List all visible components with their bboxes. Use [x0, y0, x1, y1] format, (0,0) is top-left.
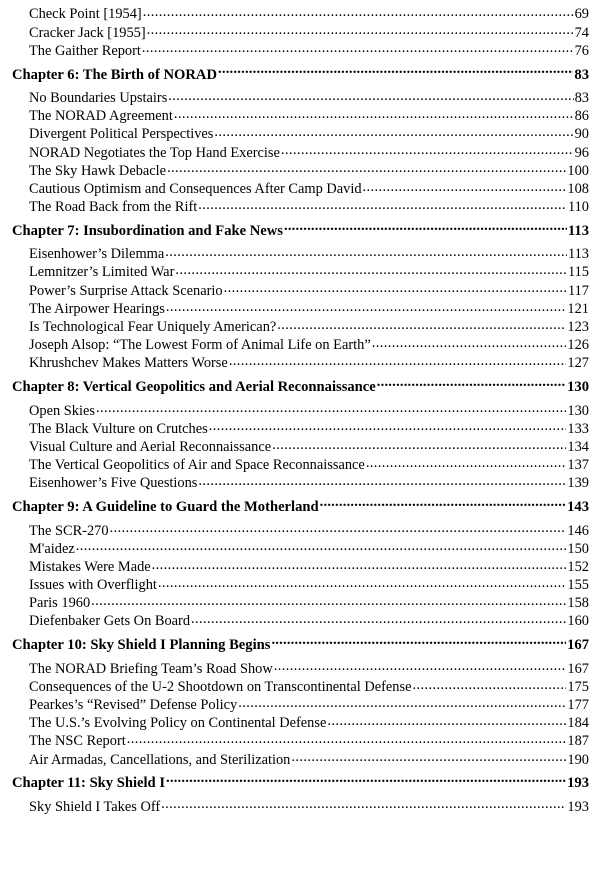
- dot-leader: [127, 731, 567, 745]
- chapter-group: [12, 633, 589, 767]
- toc-entry[interactable]: [12, 262, 589, 280]
- toc-entry-page: 190: [567, 751, 589, 768]
- dot-leader: [142, 40, 574, 54]
- dot-leader: [271, 635, 566, 650]
- toc-entry[interactable]: [12, 676, 589, 694]
- dot-leader: [214, 124, 573, 138]
- toc-entry[interactable]: [12, 179, 589, 197]
- toc-entry-page: 150: [567, 540, 589, 557]
- dot-leader: [366, 455, 567, 469]
- toc-entry[interactable]: [12, 40, 589, 58]
- chapter-title: Chapter 9: A Guideline to Guard the Motherland: [12, 499, 319, 516]
- toc-entry-title: No Boundaries Upstairs: [29, 89, 168, 106]
- toc-entry-title: Eisenhower’s Dilemma: [29, 246, 165, 263]
- toc-entry[interactable]: [12, 418, 589, 436]
- toc-entry-page: 126: [567, 337, 589, 354]
- toc-entry[interactable]: [12, 557, 589, 575]
- toc-entry-page: 69: [574, 6, 589, 23]
- toc-entry-page: 167: [567, 660, 589, 677]
- toc-entry[interactable]: [12, 455, 589, 473]
- toc-entry-title: The Sky Hawk Debacle: [29, 162, 167, 179]
- toc-entry-title: Check Point [1954]: [29, 6, 142, 23]
- toc-entry[interactable]: [12, 353, 589, 371]
- toc-entry-page: 158: [567, 595, 589, 612]
- dot-leader: [229, 353, 567, 367]
- toc-entry-title: Cautious Optimism and Consequences After Camp David: [29, 180, 362, 197]
- toc-entry-page: 115: [567, 264, 589, 281]
- toc-entry-page: 146: [567, 522, 589, 539]
- dot-leader: [174, 106, 574, 120]
- toc-entry-title: The NORAD Briefing Team’s Road Show: [29, 660, 273, 677]
- toc-entry-page: 83: [574, 89, 589, 106]
- toc-entry-page: 90: [574, 126, 589, 143]
- dot-leader: [327, 713, 566, 727]
- dot-leader: [167, 160, 566, 174]
- toc-entry-title: The Black Vulture on Crutches: [29, 420, 208, 437]
- toc-entry[interactable]: [12, 317, 589, 335]
- chapter-group: [12, 495, 589, 629]
- toc-entry-page: 175: [567, 678, 589, 695]
- toc-entry[interactable]: [12, 400, 589, 418]
- chapter-page: 167: [567, 637, 589, 654]
- toc-entry-title: NORAD Negotiates the Top Hand Exercise: [29, 144, 280, 161]
- toc-entry-title: The Vertical Geopolitics of Air and Space Reconnaissance: [29, 457, 365, 474]
- toc-entry-title: Air Armadas, Cancellations, and Sterilization: [29, 751, 291, 768]
- toc-entry-title: Open Skies: [29, 402, 95, 419]
- toc-entry-title: Mistakes Were Made: [29, 558, 151, 575]
- chapter-heading[interactable]: [12, 63, 589, 87]
- toc-entry[interactable]: [12, 22, 589, 40]
- dot-leader: [238, 695, 566, 709]
- dot-leader: [198, 473, 566, 487]
- toc-entry[interactable]: [12, 280, 589, 298]
- toc-entry[interactable]: [12, 695, 589, 713]
- toc-entry[interactable]: [12, 593, 589, 611]
- toc-entry-page: 160: [567, 613, 589, 630]
- chapter-page: 143: [567, 499, 589, 516]
- chapter-page: 130: [567, 379, 589, 396]
- toc-entry[interactable]: [12, 437, 589, 455]
- toc-entry-page: 193: [567, 798, 589, 815]
- toc-entry[interactable]: [12, 538, 589, 556]
- toc-entry-title: Paris 1960: [29, 595, 91, 612]
- chapter-heading[interactable]: [12, 375, 589, 399]
- toc-entry-title: The SCR-270: [29, 522, 109, 539]
- toc-entry-title: Lemnitzer’s Limited War: [29, 264, 175, 281]
- toc-entry-title: The NSC Report: [29, 733, 126, 750]
- dot-leader: [363, 179, 567, 193]
- toc-entry[interactable]: [12, 658, 589, 676]
- toc-entry-title: M'aidez: [29, 540, 75, 557]
- toc-entry-page: 110: [567, 199, 589, 216]
- toc-entry-page: 133: [567, 420, 589, 437]
- chapter-page: 83: [574, 66, 589, 83]
- toc-entry-page: 152: [567, 558, 589, 575]
- toc-entry-page: 86: [574, 108, 589, 125]
- chapter-title: Chapter 7: Insubordination and Fake News: [12, 222, 283, 239]
- dot-leader: [224, 280, 567, 294]
- chapter-title: Chapter 8: Vertical Geopolitics and Aerial Reconnaissance: [12, 379, 376, 396]
- dot-leader: [284, 220, 567, 235]
- toc-entry-title: The Gaither Report: [29, 42, 141, 59]
- dot-leader: [96, 400, 566, 414]
- chapter-group: [12, 375, 589, 491]
- chapter-title: Chapter 11: Sky Shield I: [12, 775, 166, 792]
- chapter-group: [12, 219, 589, 371]
- dot-leader: [320, 497, 566, 512]
- toc-entry-page: 139: [567, 475, 589, 492]
- dot-leader: [76, 538, 567, 552]
- toc-entry-page: 121: [567, 300, 589, 317]
- toc-entry[interactable]: [12, 335, 589, 353]
- toc-entry-title: Pearkes’s “Revised” Defense Policy: [29, 697, 238, 714]
- toc-entry-title: Eisenhower’s Five Questions: [29, 475, 198, 492]
- toc-entry-page: 108: [567, 180, 589, 197]
- dot-leader: [91, 593, 566, 607]
- toc-entry[interactable]: [12, 298, 589, 316]
- toc-entry-page: 100: [567, 162, 589, 179]
- toc-entry[interactable]: [12, 244, 589, 262]
- toc-entry[interactable]: [12, 88, 589, 106]
- toc-entry-title: The Airpower Hearings: [29, 300, 165, 317]
- dot-leader: [274, 658, 567, 672]
- dot-leader: [152, 557, 567, 571]
- toc-entry-title: Joseph Alsop: “The Lowest Form of Animal Life on Earth”: [29, 337, 371, 354]
- toc-intro-group: [12, 4, 589, 59]
- chapter-group: [12, 63, 589, 215]
- dot-leader: [377, 377, 566, 392]
- toc-entry-page: 155: [567, 577, 589, 594]
- dot-leader: [277, 317, 566, 331]
- dot-leader: [165, 244, 567, 258]
- toc-entry[interactable]: [12, 473, 589, 491]
- dot-leader: [166, 773, 566, 788]
- toc-entry[interactable]: [12, 749, 589, 767]
- dot-leader: [218, 64, 573, 79]
- toc-entry-page: 177: [567, 697, 589, 714]
- toc-entry-title: The NORAD Agreement: [29, 108, 173, 125]
- dot-leader: [291, 749, 566, 763]
- dot-leader: [143, 4, 574, 18]
- toc-entry-page: 137: [567, 457, 589, 474]
- toc-entry-page: 123: [567, 319, 589, 336]
- toc-entry-title: Diefenbaker Gets On Board: [29, 613, 191, 630]
- toc-entry-page: 130: [567, 402, 589, 419]
- toc-entry[interactable]: [12, 142, 589, 160]
- chapter-heading[interactable]: [12, 219, 589, 243]
- toc-entry[interactable]: [12, 4, 589, 22]
- toc-entry-title: Issues with Overflight: [29, 577, 157, 594]
- toc-entry-page: 134: [567, 438, 589, 455]
- toc-entry-title: Consequences of the U-2 Shootdown on Transcontinental Defense: [29, 678, 412, 695]
- toc-entry[interactable]: [12, 796, 589, 814]
- dot-leader: [209, 418, 567, 432]
- toc-entry[interactable]: [12, 713, 589, 731]
- toc-entry-title: Visual Culture and Aerial Reconnaissance: [29, 438, 272, 455]
- toc-entry-page: 117: [567, 282, 589, 299]
- toc-entry-page: 76: [574, 42, 589, 59]
- toc-entry[interactable]: [12, 160, 589, 178]
- toc-entry[interactable]: [12, 575, 589, 593]
- toc-entry-title: The U.S.’s Evolving Policy on Continental Defense: [29, 715, 327, 732]
- dot-leader: [175, 262, 567, 276]
- toc-entry[interactable]: [12, 731, 589, 749]
- toc-entry-page: 184: [567, 715, 589, 732]
- toc-entry-title: Khrushchev Makes Matters Worse: [29, 355, 228, 372]
- chapter-title: Chapter 6: The Birth of NORAD: [12, 66, 217, 83]
- dot-leader: [272, 437, 566, 451]
- dot-leader: [168, 88, 573, 102]
- chapter-group: [12, 771, 589, 814]
- toc-entry-page: 74: [574, 24, 589, 41]
- dot-leader: [166, 298, 567, 312]
- toc-entry[interactable]: [12, 124, 589, 142]
- toc-entry[interactable]: [12, 106, 589, 124]
- chapter-page: 113: [567, 222, 589, 239]
- toc-entry-title: Is Technological Fear Uniquely American?: [29, 319, 277, 336]
- toc-entry[interactable]: [12, 611, 589, 629]
- dot-leader: [158, 575, 567, 589]
- toc-entry[interactable]: [12, 520, 589, 538]
- dot-leader: [161, 796, 566, 810]
- dot-leader: [191, 611, 566, 625]
- toc-entry-title: Power’s Surprise Attack Scenario: [29, 282, 223, 299]
- chapter-heading[interactable]: [12, 495, 589, 519]
- toc-entry-title: Cracker Jack [1955]: [29, 24, 146, 41]
- dot-leader: [372, 335, 567, 349]
- dot-leader: [110, 520, 567, 534]
- table-of-contents: [12, 4, 589, 815]
- chapter-heading[interactable]: [12, 633, 589, 657]
- toc-entry-title: Divergent Political Perspectives: [29, 126, 214, 143]
- chapter-title: Chapter 10: Sky Shield I Planning Begins: [12, 637, 271, 654]
- toc-entry-page: 127: [567, 355, 589, 372]
- toc-entry-page: 96: [574, 144, 589, 161]
- dot-leader: [147, 22, 574, 36]
- toc-entry-title: Sky Shield I Takes Off: [29, 798, 161, 815]
- toc-entry-page: 187: [567, 733, 589, 750]
- toc-entry[interactable]: [12, 197, 589, 215]
- chapter-page: 193: [567, 775, 589, 792]
- toc-entry-title: The Road Back from the Rift: [29, 199, 198, 216]
- dot-leader: [281, 142, 574, 156]
- dot-leader: [198, 197, 567, 211]
- toc-entry-page: 113: [567, 246, 589, 263]
- dot-leader: [413, 676, 567, 690]
- chapter-heading[interactable]: [12, 771, 589, 795]
